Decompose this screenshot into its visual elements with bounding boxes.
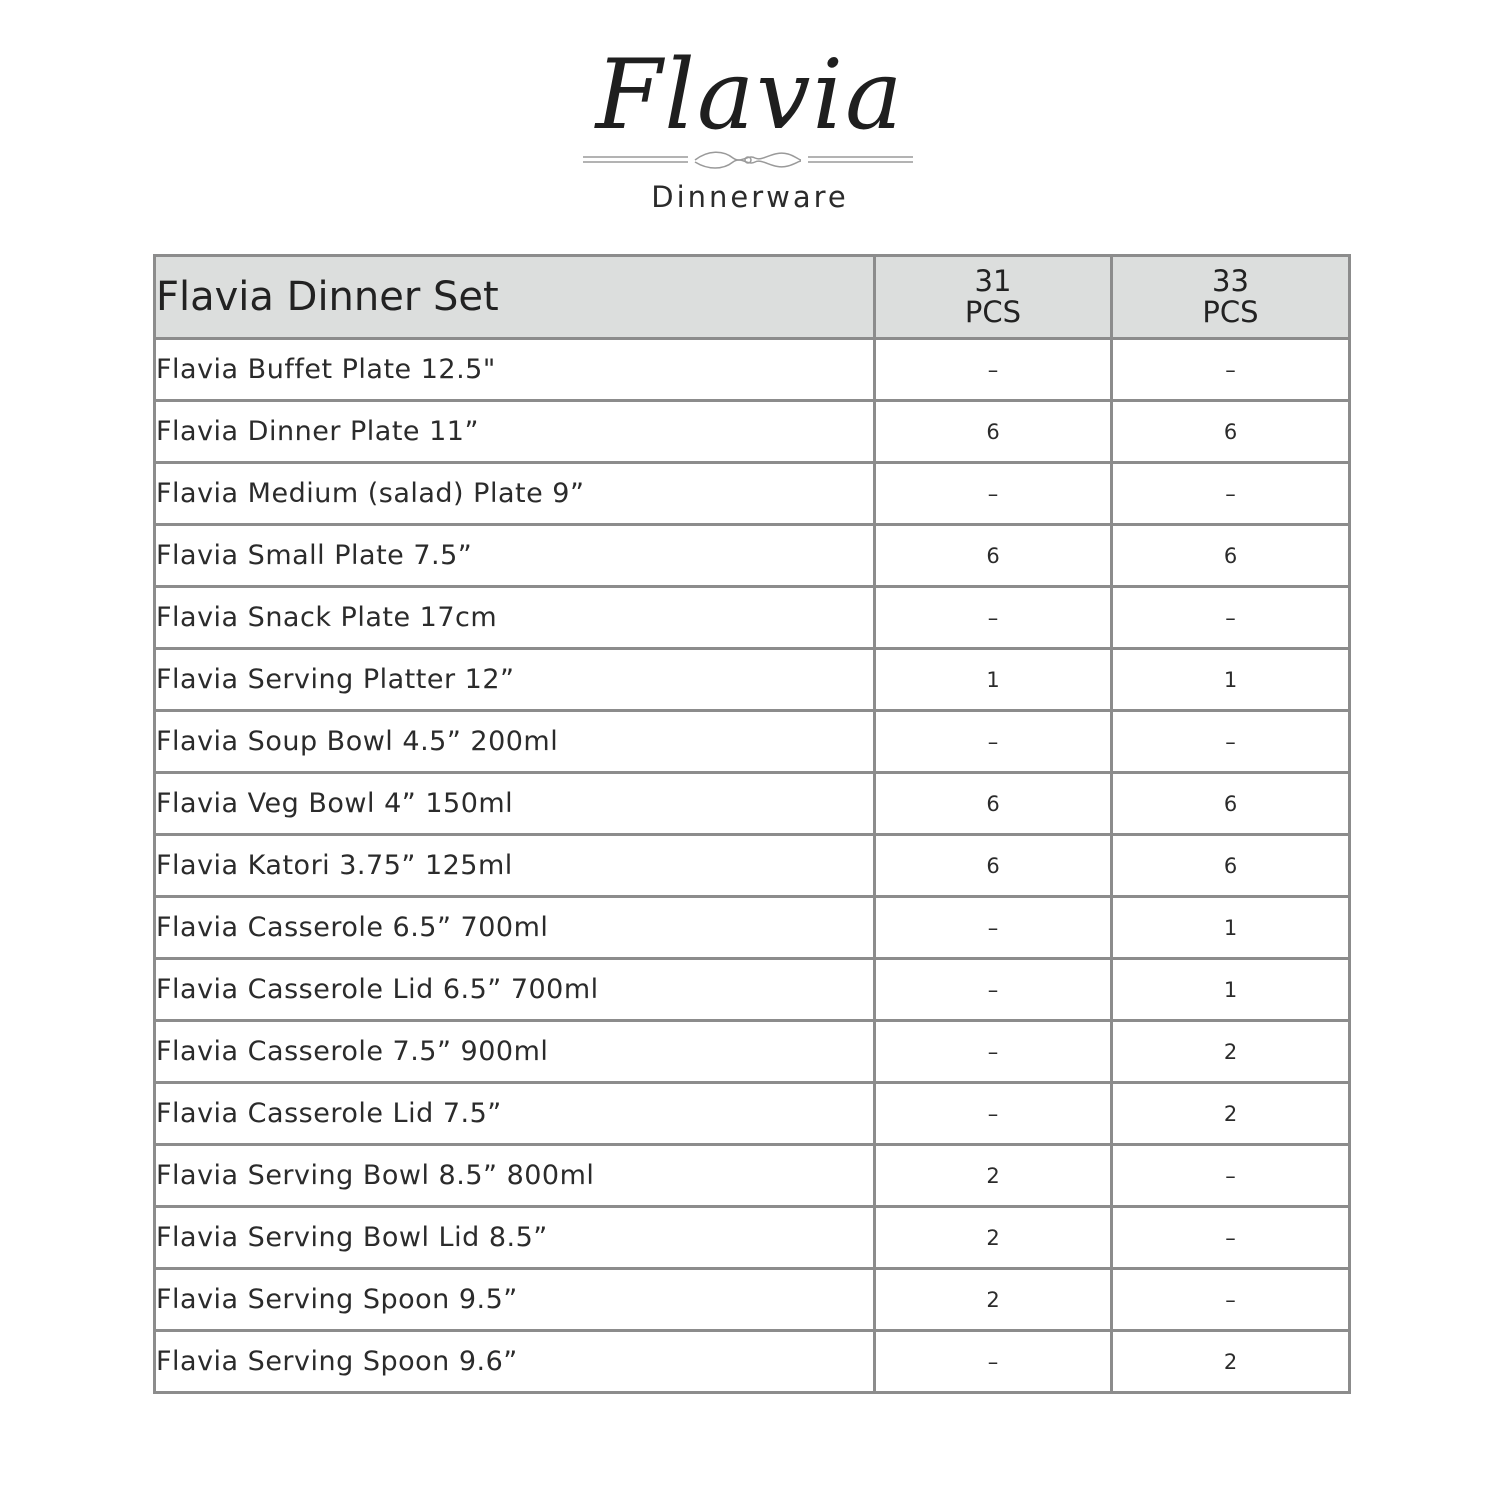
table-title: Flavia Dinner Set bbox=[155, 256, 875, 339]
brand-name: Flavia bbox=[595, 39, 905, 151]
table-row bbox=[155, 339, 1350, 401]
quantity-33-pcs: – bbox=[1112, 1269, 1350, 1331]
brand-subtitle: Dinnerware bbox=[651, 180, 849, 214]
ornament-divider-icon bbox=[583, 148, 913, 176]
item-name: Flavia Serving Spoon 9.5” bbox=[155, 1269, 875, 1331]
quantity-31-pcs: – bbox=[875, 463, 1112, 525]
column-header-31-pcs bbox=[875, 256, 1112, 339]
item-name: Flavia Casserole 7.5” 900ml bbox=[155, 1021, 875, 1083]
quantity-31-pcs: – bbox=[875, 339, 1112, 401]
quantity-33-pcs: – bbox=[1112, 711, 1350, 773]
quantity-31-pcs: 6 bbox=[875, 401, 1112, 463]
table-row bbox=[155, 401, 1350, 463]
item-name: Flavia Medium (salad) Plate 9” bbox=[155, 463, 875, 525]
quantity-33-pcs: 1 bbox=[1112, 649, 1350, 711]
item-name: Flavia Dinner Plate 11” bbox=[155, 401, 875, 463]
quantity-31-pcs: – bbox=[875, 587, 1112, 649]
table-row bbox=[155, 1331, 1350, 1393]
quantity-33-pcs: 2 bbox=[1112, 1331, 1350, 1393]
item-name: Flavia Casserole 6.5” 700ml bbox=[155, 897, 875, 959]
quantity-31-pcs: – bbox=[875, 1331, 1112, 1393]
quantity-33-pcs: – bbox=[1112, 463, 1350, 525]
quantity-31-pcs: 1 bbox=[875, 649, 1112, 711]
quantity-31-pcs: – bbox=[875, 1021, 1112, 1083]
column-header-33-pcs bbox=[1112, 256, 1350, 339]
quantity-33-pcs: 6 bbox=[1112, 835, 1350, 897]
column-header-unit: PCS bbox=[964, 295, 1022, 329]
table-row bbox=[155, 1021, 1350, 1083]
item-name: Flavia Snack Plate 17cm bbox=[155, 587, 875, 649]
item-name: Flavia Serving Spoon 9.6” bbox=[155, 1331, 875, 1393]
quantity-31-pcs: 6 bbox=[875, 773, 1112, 835]
table-row bbox=[155, 959, 1350, 1021]
item-name: Flavia Veg Bowl 4” 150ml bbox=[155, 773, 875, 835]
quantity-33-pcs: – bbox=[1112, 339, 1350, 401]
quantity-31-pcs: – bbox=[875, 897, 1112, 959]
table-row bbox=[155, 1083, 1350, 1145]
dinner-set-table bbox=[153, 254, 1351, 1394]
item-name: Flavia Small Plate 7.5” bbox=[155, 525, 875, 587]
quantity-31-pcs: – bbox=[875, 959, 1112, 1021]
quantity-33-pcs: 6 bbox=[1112, 525, 1350, 587]
table-row bbox=[155, 649, 1350, 711]
table-row bbox=[155, 1269, 1350, 1331]
table-row bbox=[155, 1207, 1350, 1269]
quantity-33-pcs: 1 bbox=[1112, 897, 1350, 959]
brand-logo bbox=[0, 30, 1500, 230]
table-header-row bbox=[155, 256, 1350, 339]
column-header-number: 31 bbox=[974, 264, 1012, 298]
table-row bbox=[155, 773, 1350, 835]
quantity-33-pcs: – bbox=[1112, 1207, 1350, 1269]
item-name: Flavia Buffet Plate 12.5" bbox=[155, 339, 875, 401]
quantity-33-pcs: 1 bbox=[1112, 959, 1350, 1021]
table-row bbox=[155, 897, 1350, 959]
table-row bbox=[155, 525, 1350, 587]
table-row bbox=[155, 1145, 1350, 1207]
item-name: Flavia Serving Platter 12” bbox=[155, 649, 875, 711]
column-header-unit: PCS bbox=[1202, 295, 1259, 329]
quantity-33-pcs: 6 bbox=[1112, 401, 1350, 463]
quantity-31-pcs: 6 bbox=[875, 835, 1112, 897]
table-row bbox=[155, 587, 1350, 649]
quantity-31-pcs: 2 bbox=[875, 1207, 1112, 1269]
quantity-33-pcs: – bbox=[1112, 1145, 1350, 1207]
table-row bbox=[155, 835, 1350, 897]
column-header-number: 33 bbox=[1212, 264, 1249, 298]
item-name: Flavia Casserole Lid 6.5” 700ml bbox=[155, 959, 875, 1021]
item-name: Flavia Katori 3.75” 125ml bbox=[155, 835, 875, 897]
quantity-31-pcs: 2 bbox=[875, 1269, 1112, 1331]
quantity-33-pcs: 2 bbox=[1112, 1021, 1350, 1083]
item-name: Flavia Casserole Lid 7.5” bbox=[155, 1083, 875, 1145]
item-name: Flavia Serving Bowl Lid 8.5” bbox=[155, 1207, 875, 1269]
quantity-31-pcs: 2 bbox=[875, 1145, 1112, 1207]
quantity-33-pcs: – bbox=[1112, 587, 1350, 649]
quantity-31-pcs: – bbox=[875, 711, 1112, 773]
quantity-33-pcs: 6 bbox=[1112, 773, 1350, 835]
quantity-33-pcs: 2 bbox=[1112, 1083, 1350, 1145]
quantity-31-pcs: – bbox=[875, 1083, 1112, 1145]
table-row bbox=[155, 711, 1350, 773]
table-row bbox=[155, 463, 1350, 525]
item-name: Flavia Serving Bowl 8.5” 800ml bbox=[155, 1145, 875, 1207]
item-name: Flavia Soup Bowl 4.5” 200ml bbox=[155, 711, 875, 773]
quantity-31-pcs: 6 bbox=[875, 525, 1112, 587]
